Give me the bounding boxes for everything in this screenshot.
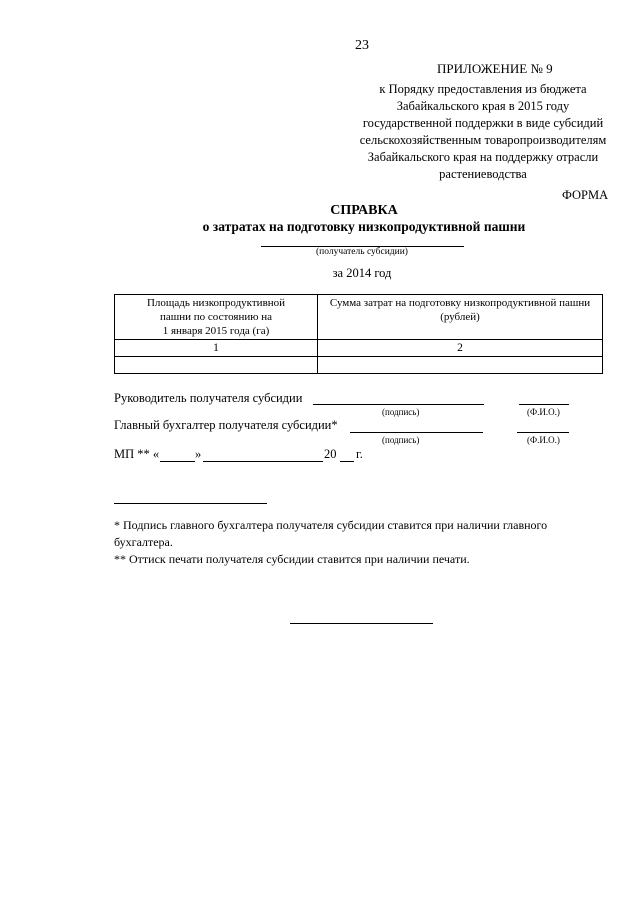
annex-title: ПРИЛОЖЕНИЕ № 9: [437, 61, 553, 76]
accountant-signature-label: Главный бухгалтер получателя субсидии*: [114, 418, 338, 432]
date-year-prefix: 20: [324, 447, 337, 461]
costs-value-cell[interactable]: [318, 357, 603, 374]
end-separator: [290, 623, 433, 624]
stamp-label: МП ** «: [114, 447, 160, 461]
annex-description: [348, 81, 618, 183]
signature-caption: (подпись): [382, 407, 420, 417]
head-signature-label: Руководитель получателя субсидии: [114, 391, 303, 405]
annex-line: сельскохозяйственным товаропроизводителям: [359, 133, 607, 147]
annex-line: Забайкальского края в 2015 году: [396, 99, 570, 113]
table-header-row: [115, 295, 603, 340]
date-year-suffix: г.: [356, 447, 363, 461]
form-label: ФОРМА: [562, 188, 609, 202]
annex-line: государственной поддержки в виде субсидий: [362, 116, 604, 130]
column-number: 1: [115, 340, 318, 357]
header-costs: Сумма затрат на подготовку низкопродуктивной пашни (рублей): [318, 295, 603, 340]
date-quote: »: [195, 447, 202, 461]
signature-caption: (подпись): [382, 435, 420, 445]
document-title: СПРАВКА: [330, 203, 398, 218]
table-row: [115, 357, 603, 374]
area-value-cell[interactable]: [115, 357, 318, 374]
annex-line: растениеводства: [439, 167, 527, 181]
head-fio-line[interactable]: [519, 404, 569, 405]
date-year-line[interactable]: [340, 461, 354, 462]
costs-table: [114, 294, 603, 374]
footnote-accountant-cont: бухгалтера.: [114, 535, 173, 549]
date-month-line[interactable]: [203, 461, 323, 462]
footnote-separator: [114, 503, 267, 504]
accountant-fio-line[interactable]: [517, 432, 569, 433]
date-day-line[interactable]: [160, 461, 195, 462]
report-year: за 2014 год: [332, 266, 392, 280]
document-subtitle: о затратах на подготовку низкопродуктивной пашни: [202, 219, 526, 234]
annex-line: к Порядку предоставления из бюджета: [379, 82, 587, 96]
annex-line: Забайкальского края на поддержку отрасли: [367, 150, 599, 164]
footnote-accountant: * Подпись главного бухгалтера получателя субсидии ставится при наличии главного: [114, 518, 548, 532]
table-number-row: [115, 340, 603, 357]
head-signature-line[interactable]: [313, 404, 484, 405]
page-number: 23: [355, 38, 369, 53]
fio-caption: (Ф.И.О.): [527, 407, 560, 417]
column-number: 2: [318, 340, 603, 357]
fio-caption: (Ф.И.О.): [527, 435, 560, 445]
footnote-stamp: ** Оттиск печати получателя субсидии ставится при наличии печати.: [114, 552, 470, 566]
recipient-caption: (получатель субсидии): [316, 247, 408, 257]
accountant-signature-line[interactable]: [350, 432, 483, 433]
header-area: Площадь низкопродуктивной пашни по состоянию на 1 января 2015 года (га): [115, 295, 318, 340]
